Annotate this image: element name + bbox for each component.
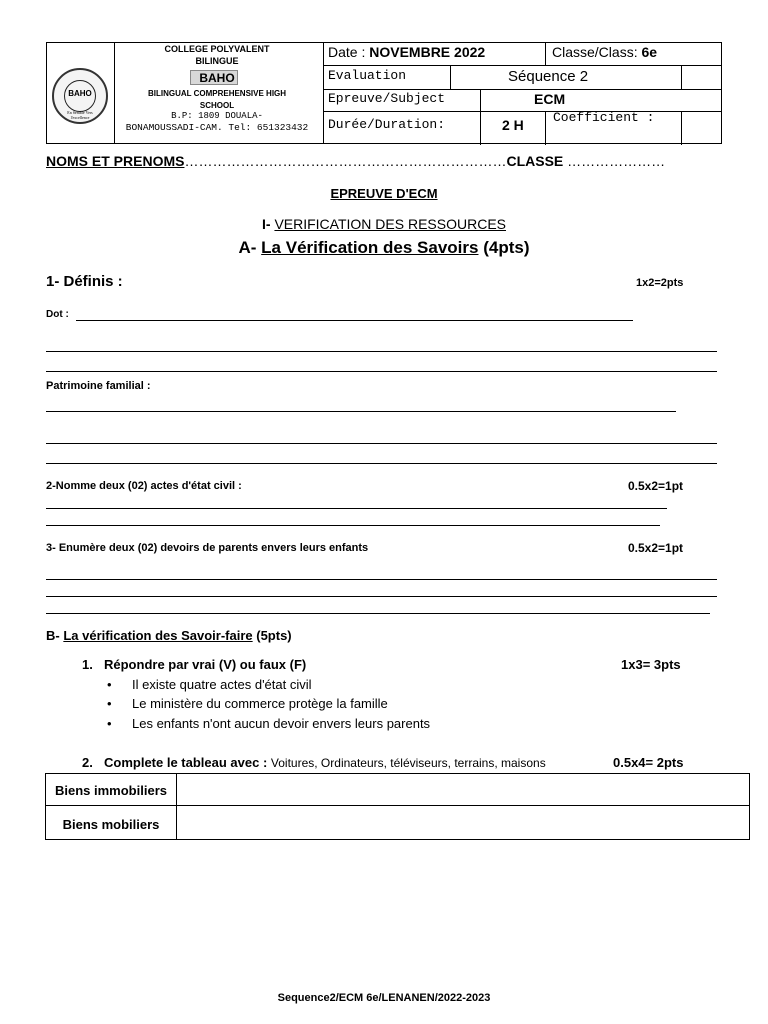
address-line-1: B.P: 1809 DOUALA- [171,111,263,121]
date-label: Date : [328,44,370,60]
b1-item: • Il existe quatre actes d'état civil [107,677,312,692]
logo-text: BAHO [68,89,92,98]
answer-line[interactable] [46,411,676,412]
b2-label: Complete le tableau avec : [104,755,271,770]
exam-title: EPREUVE D'ECM [330,186,438,201]
duration-label: Durée/Duration: [328,117,446,132]
answer-line[interactable] [46,613,710,614]
names-dots: …………………………………………………………… [184,153,507,169]
coefficient-label: Coefficient : [553,110,655,125]
section-b-heading: B- La vérification des Savoir-faire (5pts) [46,628,292,643]
b2-words: Voitures, Ordinateurs, téléviseurs, terrains, maisons [270,756,546,770]
q1-points: 1x2=2pts [636,277,684,289]
answer-line[interactable] [46,579,717,580]
school-english-2: SCHOOL [199,101,235,110]
answer-line[interactable] [76,320,633,321]
b1-item: • Le ministère du commerce protège la famille [107,696,388,711]
section-b-title: La vérification des Savoir-faire [63,628,253,643]
table-answer-cell[interactable] [178,807,749,839]
q1-patrimoine-label: Patrimoine familial : [46,380,151,392]
answer-line[interactable] [46,351,717,352]
date-value: NOVEMBRE 2022 [369,44,486,60]
classe-label: CLASSE [506,153,564,169]
answer-line[interactable] [46,443,717,444]
names-line [46,153,665,169]
answer-line[interactable] [46,508,667,509]
q2-label: 2-Nomme deux (02) actes d'état civil : [46,480,242,492]
table-answer-cell[interactable] [178,774,749,805]
section-1-title: VERIFICATION DES RESSOURCES [274,216,506,232]
q1-label: 1- Définis : [46,273,123,290]
b1-item: • Les enfants n'ont aucun devoir envers leurs parents [107,716,430,731]
school-logo [52,68,108,124]
table-row-label: Biens mobiliers [62,817,160,832]
subject-label: Epreuve/Subject [328,91,446,106]
b1-points: 1x3= 3pts [621,657,681,672]
names-label: NOMS ET PRENOMS [46,153,185,169]
answer-line[interactable] [46,525,660,526]
evaluation-label: Evaluation [328,68,407,83]
b2-line [104,755,546,770]
answer-line[interactable] [46,371,717,372]
class-label: Classe/Class: [552,44,642,60]
q1-dot-label: Dot : [46,309,69,320]
b2-number: 2. [82,755,93,770]
section-1-heading: I- VERIFICATION DES RESSOURCES [261,216,506,232]
subject-value: ECM [534,91,566,107]
classe-dots: ………………… [567,153,666,169]
b1-number: 1. [82,657,93,672]
class-value: 6e [641,44,658,60]
school-name-2: BILINGUE [195,56,239,66]
q3-label: 3- Enumère deux (02) devoirs de parents envers leurs enfants [46,542,369,554]
section-a-heading: A- La Vérification des Savoirs (4pts) [238,238,530,257]
table-row-label: Biens immobiliers [55,783,167,798]
duration-value: 2 H [502,117,524,133]
q2-points: 0.5x2=1pt [628,479,684,493]
b1-label: Répondre par vrai (V) ou faux (F) [104,657,307,672]
answer-line[interactable] [46,463,717,464]
school-short-name: BAHO [199,71,235,85]
school-name-1: COLLEGE POLYVALENT [164,44,270,54]
evaluation-value: Séquence 2 [508,68,589,85]
classification-table [45,773,750,840]
school-english-1: BILINGUAL COMPREHENSIVE HIGH [147,89,287,98]
footer: Sequence2/ECM 6e/LENANEN/2022-2023 [277,992,491,1004]
b2-points: 0.5x4= 2pts [613,755,684,770]
logo-motto: En Semble Vers l'excellence [67,110,93,120]
q3-points: 0.5x2=1pt [628,541,684,555]
section-a-title: La Vérification des Savoirs [261,238,479,257]
answer-line[interactable] [46,596,717,597]
address-line-2: BONAMOUSSADI-CAM. Tel: 651323432 [125,122,309,133]
